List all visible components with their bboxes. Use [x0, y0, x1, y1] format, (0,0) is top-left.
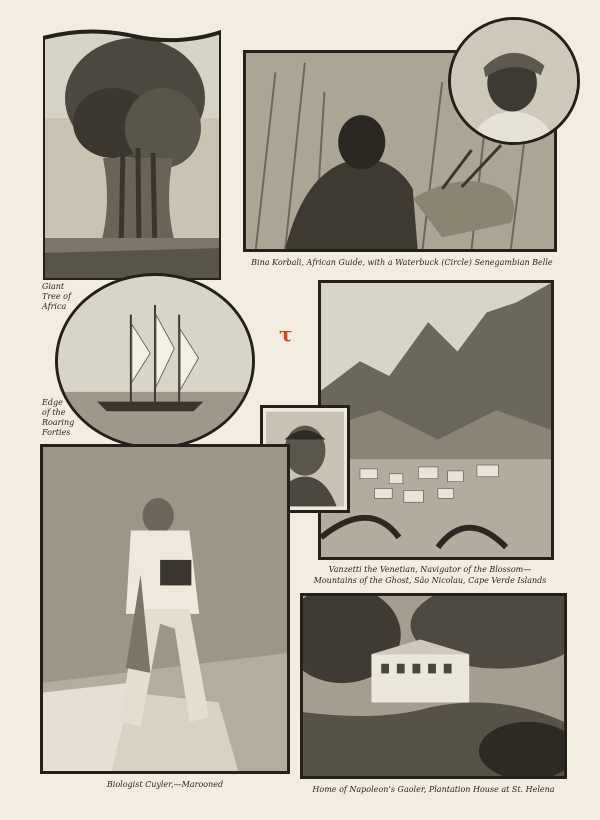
vanzetti-caption: Vanzetti the Venetian, Navigator of the Blossom— [328, 565, 532, 574]
mountains-caption: Mountains of the Ghost, São Nicolau, Cape Verde Islands [313, 576, 547, 585]
giant-tree-caption: Giant Tree of Africa [42, 282, 71, 311]
biologist-caption: Biologist Cuyler,—Marooned [106, 780, 224, 789]
biologist-photo [40, 444, 290, 774]
guide-caption: Bina Korbali, African Guide, with a Waterbuck [251, 258, 439, 267]
ornament-mark: τ [279, 322, 293, 346]
roaring-forties-caption: Edge of the Roaring Forties [42, 398, 75, 437]
mountains-photo [318, 280, 554, 560]
senegambian-belle-photo [448, 17, 580, 145]
giant-tree-photo [43, 28, 221, 280]
plantation-house-photo [300, 593, 567, 779]
belle-caption: (Circle) Senegambian Belle [441, 258, 553, 267]
plantation-caption: Home of Napoleon’s Gaoler, Plantation House at St. Helena [312, 785, 555, 794]
